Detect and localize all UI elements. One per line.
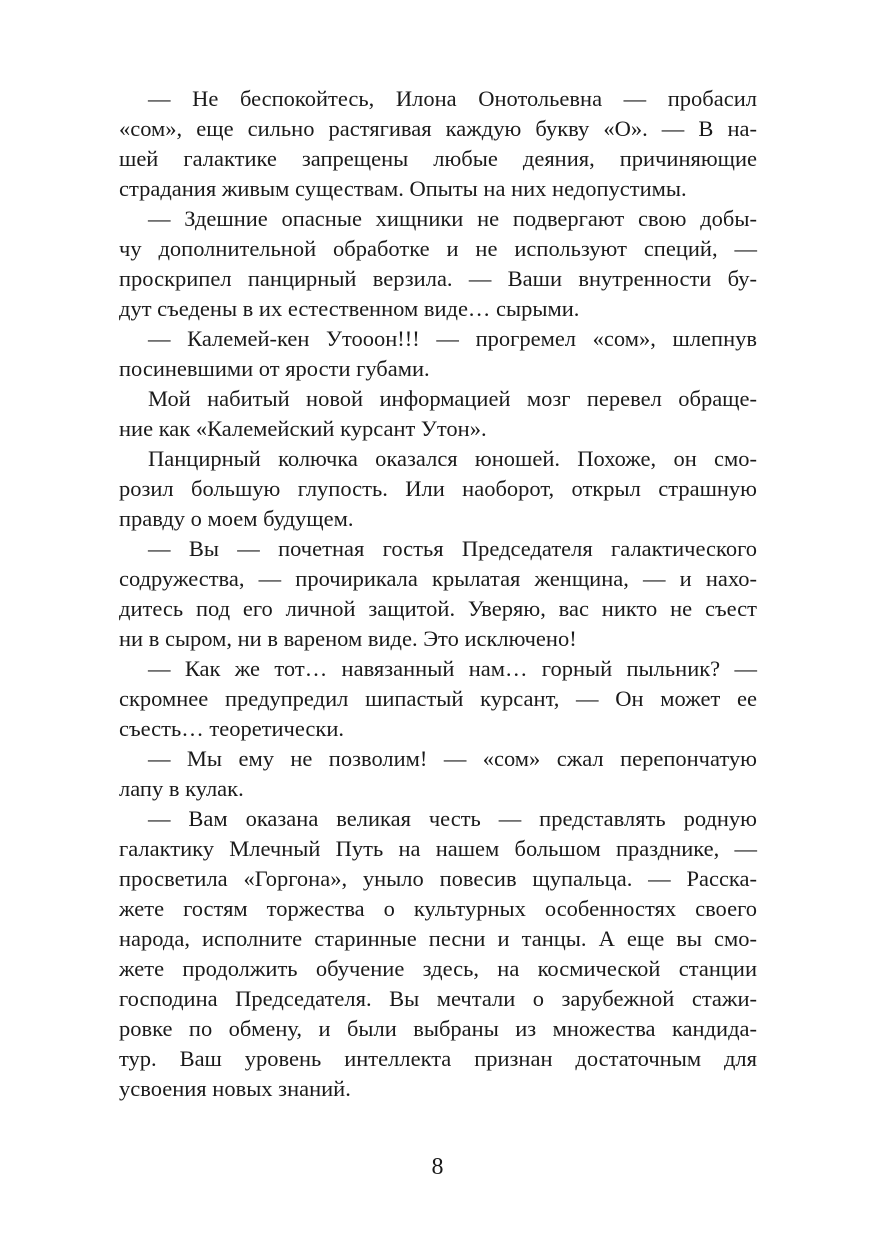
text-line: Мой набитый новой информацией мозг перевел обраще- (148, 386, 757, 411)
text-line: — Вы — почетная гостья Председателя галактического (148, 536, 757, 561)
text-line: усвоения новых знаний. (119, 1076, 351, 1101)
page-number: 8 (431, 1154, 444, 1180)
text-line: жете продолжить обучение здесь, на космической станции (119, 956, 757, 981)
text-line: — Не беспокойтесь, Илона Онотольевна — пробасил (148, 86, 757, 111)
text-line: скромнее предупредил шипастый курсант, — Он может ее (119, 686, 757, 711)
text-line: лапу в кулак. (119, 776, 244, 801)
text-line: дитесь под его личной защитой. Уверяю, вас никто не съест (119, 596, 757, 621)
text-line: ни в сыром, ни в вареном виде. Это исключено! (119, 626, 577, 651)
text-line: страдания живым существам. Опыты на них недопустимы. (119, 176, 687, 201)
text-line: посиневшими от ярости губами. (119, 356, 430, 381)
text-line: галактику Млечный Путь на нашем большом празднике, — (119, 836, 757, 861)
text-line: — Вам оказана великая честь — представлять родную (148, 806, 757, 831)
paragraph (119, 204, 757, 324)
text-line: ровке по обмену, и были выбраны из множества кандида- (119, 1016, 757, 1041)
text-line: просветила «Горгона», уныло повесив щупальца. — Расска- (119, 866, 757, 891)
paragraph (119, 444, 757, 534)
text-line: господина Председателя. Вы мечтали о зарубежной стажи- (119, 986, 757, 1011)
text-line: правду о моем будущем. (119, 506, 354, 531)
text-line: — Как же тот… навязанный нам… горный пыльник? — (148, 656, 757, 681)
paragraph (119, 84, 757, 204)
text-line: проскрипел панцирный верзила. — Ваши внутренности бу- (119, 266, 757, 291)
text-line: Панцирный колючка оказался юношей. Похоже, он смо- (148, 446, 757, 471)
text-line: народа, исполните старинные песни и танцы. А еще вы смо- (119, 926, 757, 951)
text-line: «сом», еще сильно растягивая каждую букву «О». — В на- (119, 116, 757, 141)
text-line: дут съедены в их естественном виде… сырыми. (119, 296, 580, 321)
page-text (119, 84, 757, 1104)
text-line: содружества, — прочирикала крылатая женщина, — и нахо- (119, 566, 757, 591)
text-line: — Мы ему не позволим! — «сом» сжал перепончатую (148, 746, 757, 771)
text-line: — Калемей-кен Утооон!!! — прогремел «сом», шлепнув (148, 326, 757, 351)
text-line: чу дополнительной обработке и не используют специй, — (119, 236, 757, 261)
paragraph (119, 654, 757, 744)
paragraph (119, 744, 757, 804)
paragraph (119, 384, 757, 444)
paragraph (119, 804, 757, 1104)
text-line: съесть… теоретически. (119, 716, 344, 741)
paragraph (119, 534, 757, 654)
text-line: розил большую глупость. Или наоборот, открыл страшную (119, 476, 757, 501)
text-line: жете гостям торжества о культурных особенностях своего (119, 896, 757, 921)
paragraph (119, 324, 757, 384)
text-line: ние как «Калемейский курсант Утон». (119, 416, 487, 441)
text-line: шей галактике запрещены любые деяния, причиняющие (119, 146, 757, 171)
text-line: тур. Ваш уровень интеллекта признан достаточным для (119, 1046, 757, 1071)
text-line: — Здешние опасные хищники не подвергают свою добы- (148, 206, 757, 231)
